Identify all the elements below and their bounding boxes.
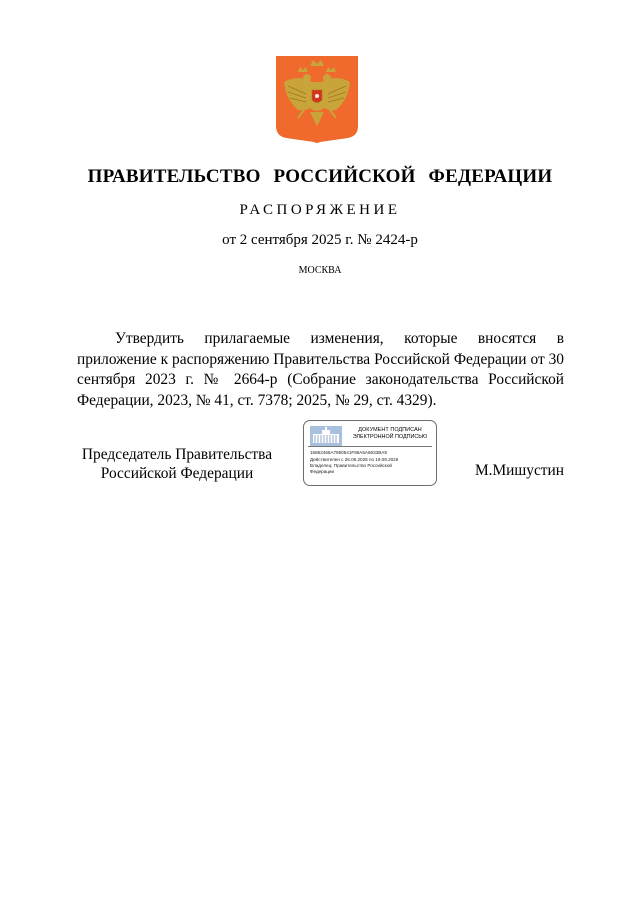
stamp-title-line2: ЭЛЕКТРОННОЙ ПОДПИСЬЮ — [352, 434, 428, 440]
coat-of-arms-icon — [276, 56, 358, 144]
signer-position-line2: Российской Федерации — [100, 465, 254, 482]
stamp-certificate-id: 16862466A7950541F86A5A6633BA9 — [310, 450, 387, 455]
signer-position-line1: Председатель Правительства — [81, 446, 273, 463]
order-paragraph: Утвердить прилагаемые изменения, которые вносятся в приложение к распоряжению Правительства Российской Федерации от 30 сентября 2023 г. № 2664-р (Собрание законодательства Российской Федерации, 2023, № 41, ст. 7378; 2025, № 29, ст. 4329). — [77, 330, 564, 409]
stamp-divider — [308, 446, 432, 447]
stamp-title-line1: ДОКУМЕНТ ПОДПИСАН — [358, 427, 422, 433]
government-title: ПРАВИТЕЛЬСТВО РОССИЙСКОЙ ФЕДЕРАЦИИ — [87, 166, 553, 187]
stamp-owner-line2: Федерации — [310, 469, 335, 474]
document-date-number: от 2 сентября 2025 г. № 2424-р — [222, 232, 418, 248]
document-city: МОСКВА — [298, 265, 342, 276]
stamp-validity: Действителен с 26.06.2025 по 19.09.2026 — [310, 457, 399, 462]
document-type: РАСПОРЯЖЕНИЕ — [239, 202, 401, 218]
signer-name: М.Мишустин — [474, 462, 564, 479]
signer-position — [77, 445, 277, 483]
electronic-signature-stamp — [303, 420, 437, 486]
government-building-icon — [310, 426, 342, 446]
stamp-owner-line1: Владелец: Правительство Российской — [310, 463, 392, 468]
